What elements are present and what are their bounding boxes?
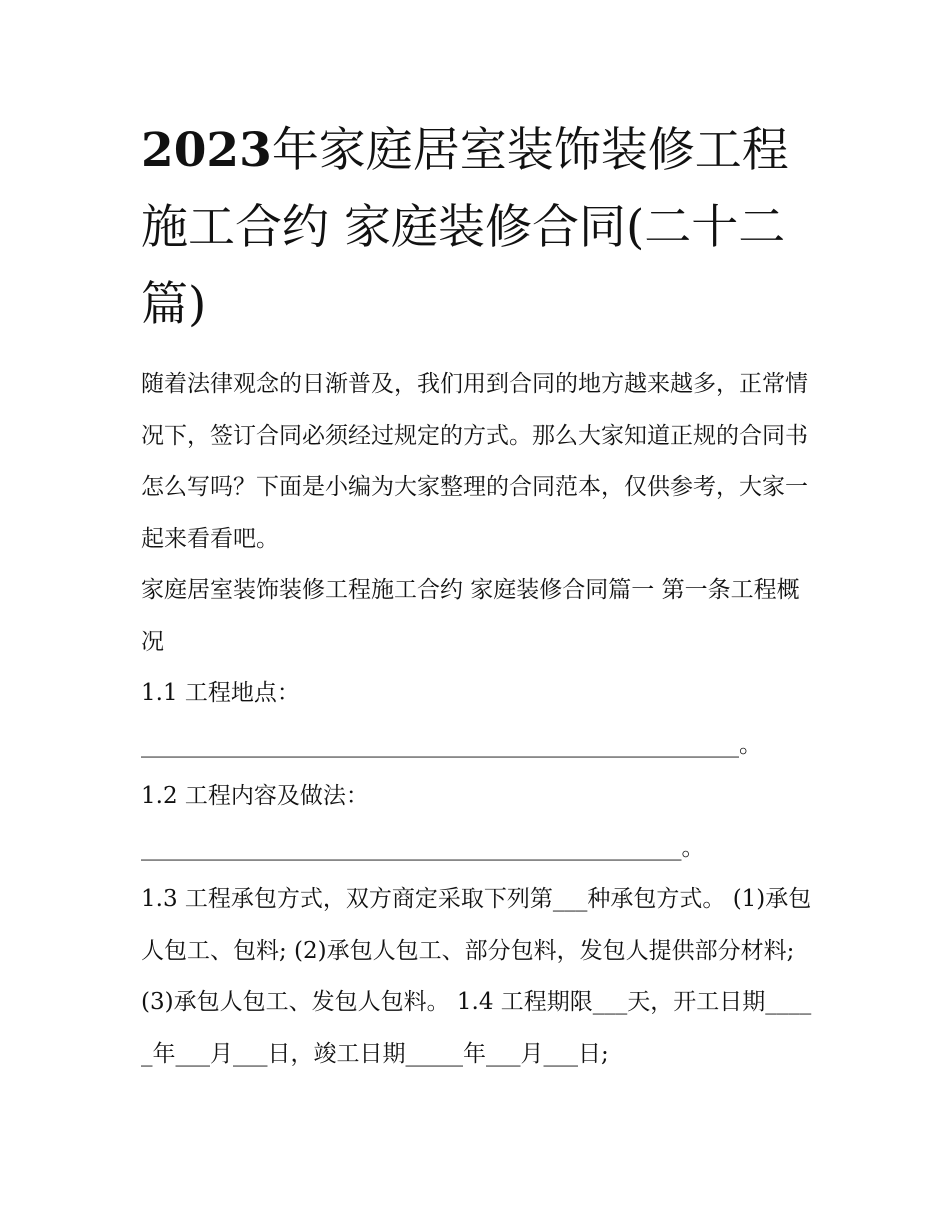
clause-1-1-blank: ____________________________________________________。 (141, 731, 762, 758)
clause-1-3-continued: (3)承包人包工、发包人包料。 1.4 工程期限___天，开工日期_____年___月___日，竣工日期_____年___月___日; (141, 989, 812, 1067)
clause-1-1: 1.1 工程地点： (141, 680, 300, 706)
contract-heading-paragraph: 家庭居室装饰装修工程施工合约 家庭装修合同篇一 第一条工程概况 (141, 577, 800, 655)
document-title (141, 112, 813, 343)
intro-paragraph: 随着法律观念的日渐普及，我们用到合同的地方越来越多，正常情况下，签订合同必须经过规定的方式。那么大家知道正规的合同书怎么写吗？下面是小编为大家整理的合同范本，仅供参考，大家一起来看看吧。 (141, 371, 808, 552)
title-text: 年家庭居室装饰装修工程施工合约 家庭装修合同(二十二篇) (141, 123, 789, 332)
document-page (141, 112, 813, 1080)
title-year: 2023 (141, 123, 272, 178)
clause-1-3: 1.3 工程承包方式，双方商定采取下列第___种承包方式。 (1)承包人包工、包料; (2)承包人包工、部分包料，发包人提供部分材料; (141, 886, 812, 964)
clause-1-2: 1.2 工程内容及做法： (141, 783, 369, 809)
document-body (141, 359, 813, 1080)
clause-1-2-blank: _______________________________________________。 (141, 834, 705, 861)
